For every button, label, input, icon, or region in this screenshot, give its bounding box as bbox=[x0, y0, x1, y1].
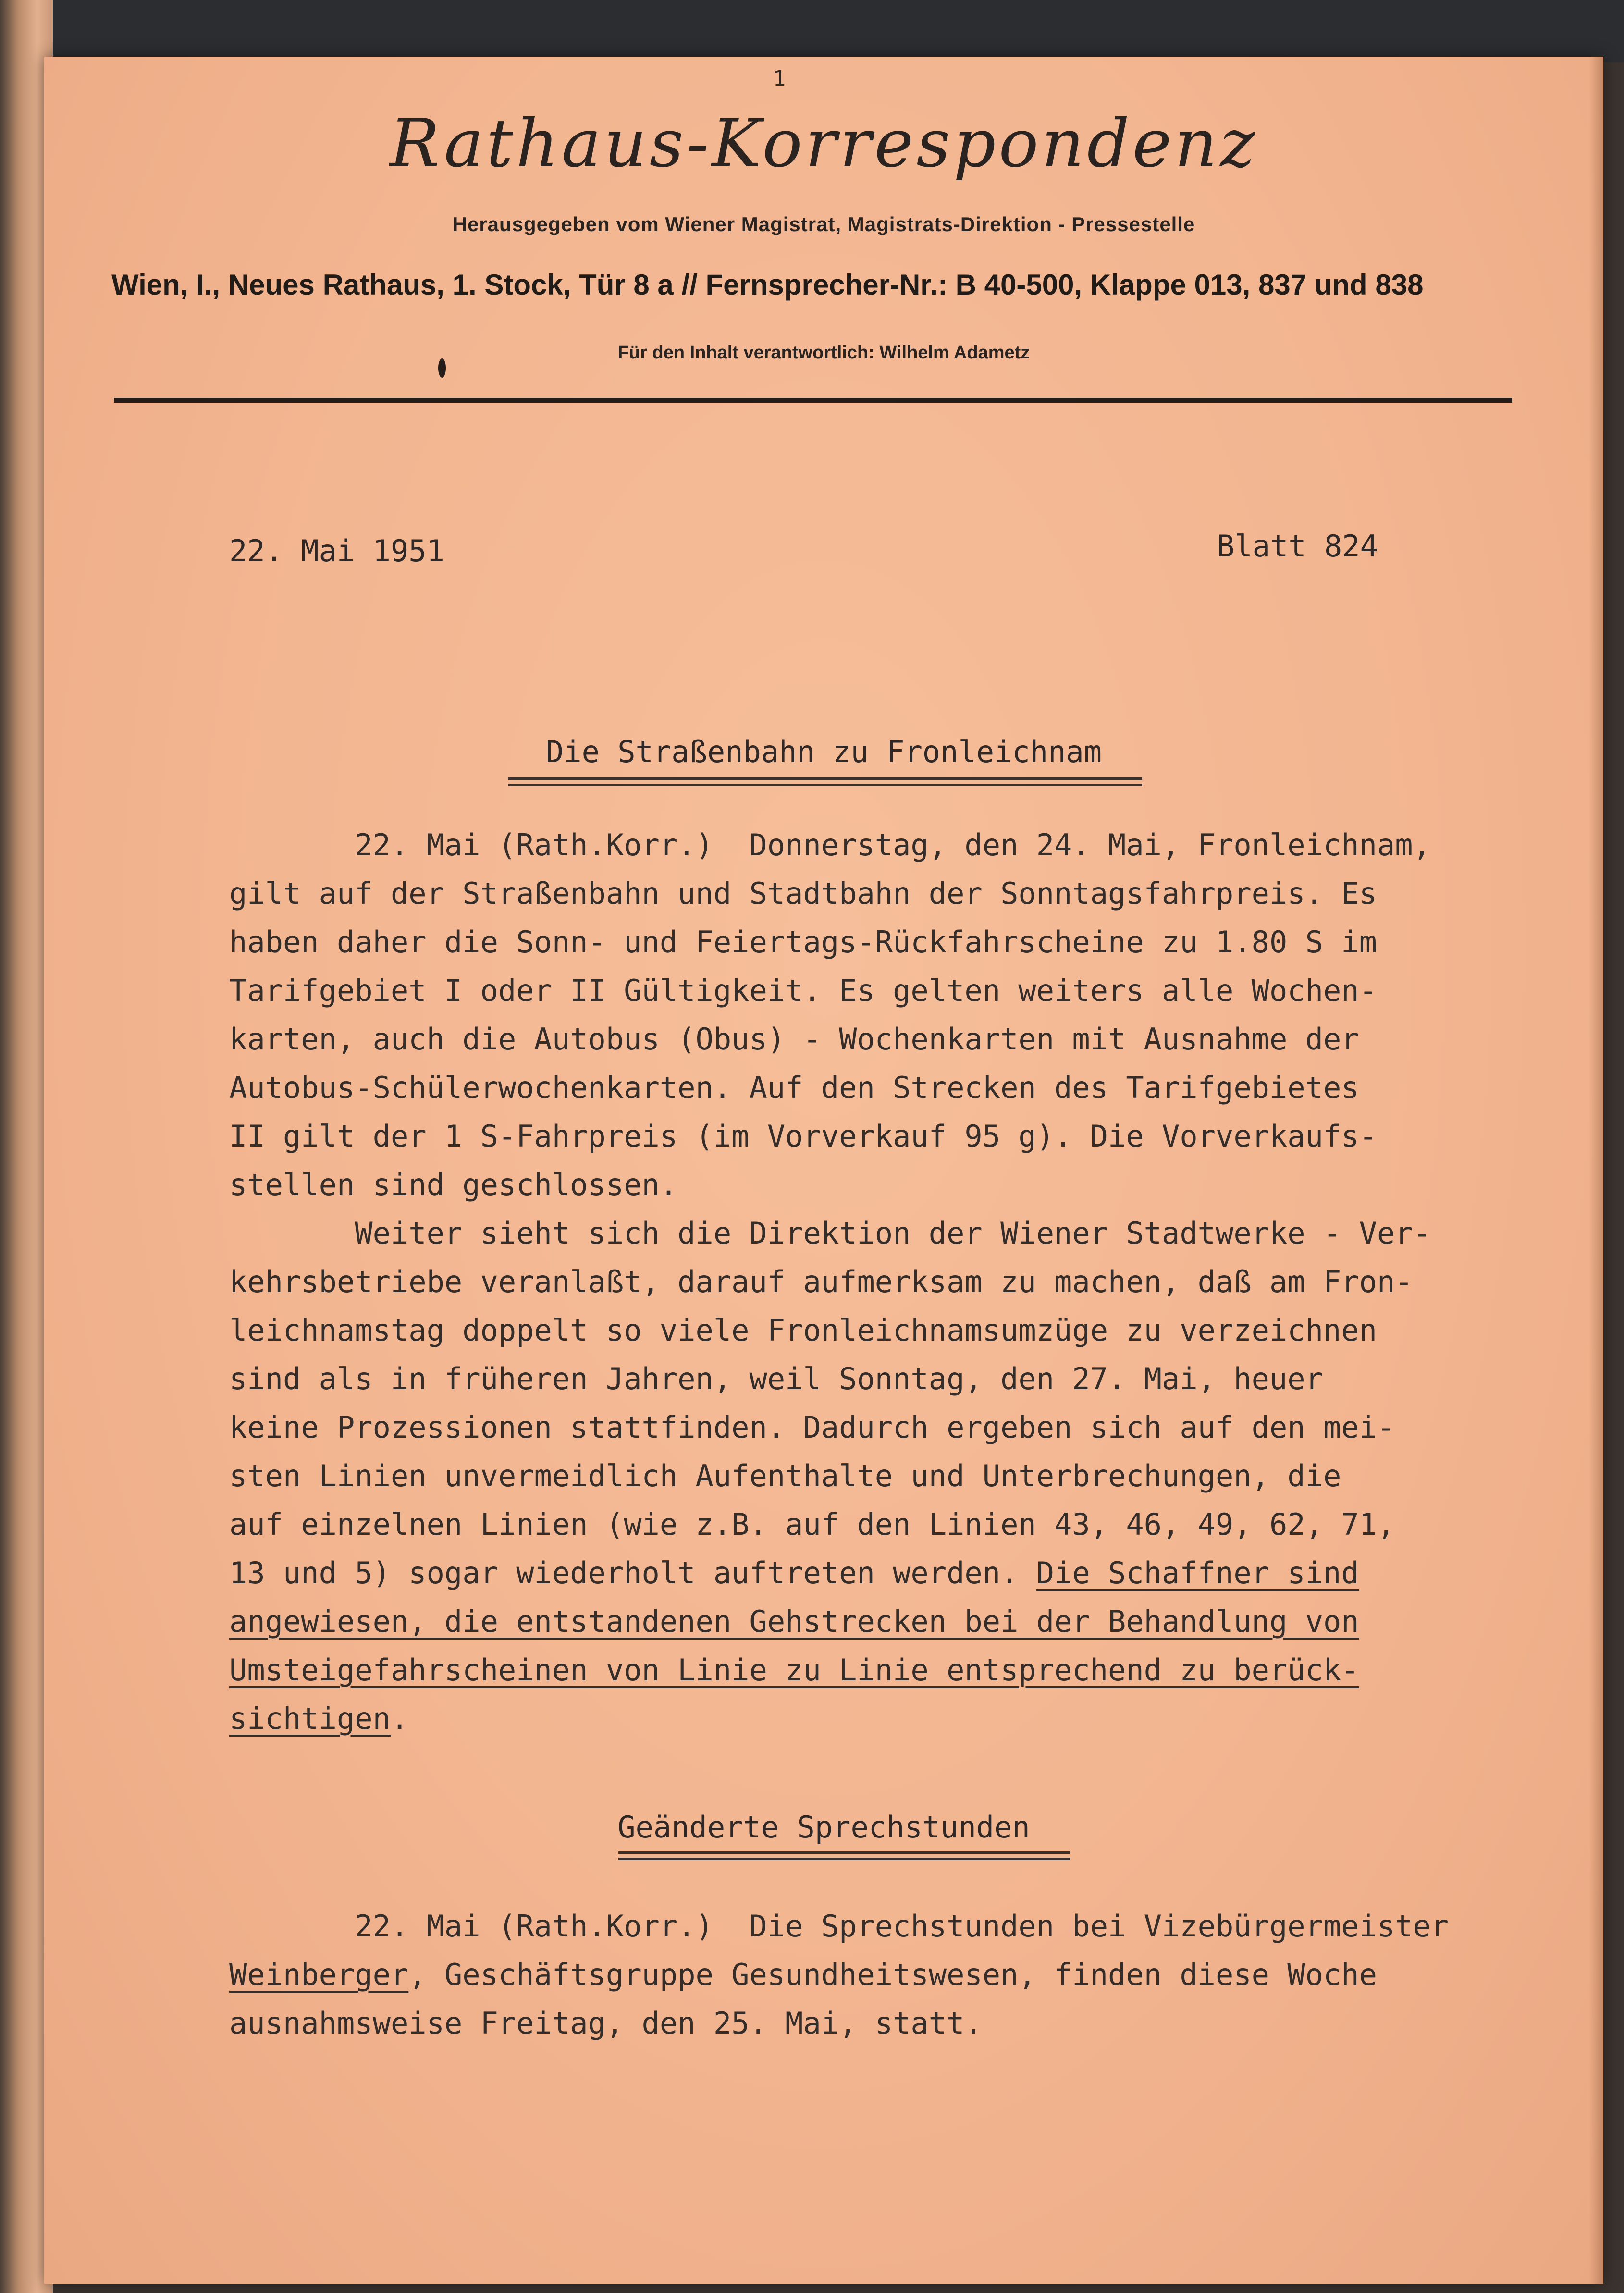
scan-background bbox=[0, 0, 1624, 62]
body-line: Tarifgebiet I oder II Gültigkeit. Es gelten weiters alle Wochen- bbox=[229, 973, 1377, 1008]
body-line: Weiter sieht sich die Direktion der Wiener Stadtwerke - Ver- bbox=[229, 1216, 1431, 1251]
body-line: 22. Mai (Rath.Korr.) Donnerstag, den 24. Mai, Fronleichnam, bbox=[229, 827, 1431, 863]
body-text: . bbox=[390, 1701, 409, 1736]
underlined-text: sichtigen bbox=[229, 1701, 391, 1736]
body-line: sind als in früheren Jahren, weil Sonntag, den 27. Mai, heuer bbox=[229, 1361, 1323, 1396]
body-line: kehrsbetriebe veranlaßt, darauf aufmerksam zu machen, daß am Fron- bbox=[229, 1264, 1413, 1299]
body-text: 13 und 5) sogar wiederholt auftreten werden. bbox=[229, 1555, 1036, 1590]
masthead-title: Rathaus-Korrespondenz bbox=[389, 105, 1258, 182]
document-page bbox=[44, 57, 1603, 2284]
body-line: II gilt der 1 S-Fahrpreis (im Vorverkauf 95 g). Die Vorverkaufs- bbox=[229, 1119, 1377, 1154]
page-number: 1 bbox=[773, 66, 786, 91]
sheet-number: Blatt 824 bbox=[1217, 529, 1378, 564]
body-line bbox=[229, 1549, 1431, 1597]
article-body-office-hours bbox=[229, 1902, 1449, 2047]
masthead-rule bbox=[114, 398, 1512, 403]
underlined-line: Umsteigefahrscheinen von Linie zu Linie entsprechend zu berück- bbox=[229, 1652, 1359, 1688]
body-line: Autobus-Schülerwochenkarten. Auf den Strecken des Tarifgebietes bbox=[229, 1070, 1359, 1105]
body-line: karten, auch die Autobus (Obus) - Wochenkarten mit Ausnahme der bbox=[229, 1022, 1359, 1057]
page-edge-shadow bbox=[1589, 57, 1603, 2284]
masthead-subtitle: Herausgegeben vom Wiener Magistrat, Magistrats-Direktion - Pressestelle bbox=[452, 213, 1195, 235]
body-line bbox=[229, 1950, 1449, 1999]
body-line: stellen sind geschlossen. bbox=[229, 1167, 678, 1202]
body-line: auf einzelnen Linien (wie z.B. auf den Linien 43, 46, 49, 62, 71, bbox=[229, 1507, 1395, 1542]
body-line: gilt auf der Straßenbahn und Stadtbahn der Sonntagsfahrpreis. Es bbox=[229, 876, 1377, 911]
body-line: leichnamstag doppelt so viele Fronleichnamsumzüge zu verzeichnen bbox=[229, 1313, 1377, 1348]
heading-double-rule bbox=[508, 777, 1142, 786]
body-line: keine Prozessionen stattfinden. Dadurch ergeben sich auf den mei- bbox=[229, 1410, 1395, 1445]
body-line: sten Linien unvermeidlich Aufenthalte und Unterbrechungen, die bbox=[229, 1458, 1341, 1493]
masthead-responsible: Für den Inhalt verantwortlich: Wilhelm Adametz bbox=[617, 343, 1030, 363]
masthead-address: Wien, I., Neues Rathaus, 1. Stock, Tür 8 a // Fernsprecher-Nr.: B 40-500, Klappe 013, 837 und 838 bbox=[111, 269, 1424, 301]
body-line bbox=[229, 1694, 1431, 1743]
underlined-line: angewiesen, die entstandenen Gehstrecken bei der Behandlung von bbox=[229, 1604, 1359, 1639]
article-body-streetcar bbox=[229, 821, 1431, 1743]
article-heading-streetcar: Die Straßenbahn zu Fronleichnam bbox=[545, 734, 1102, 769]
underlined-text: Die Schaffner sind bbox=[1036, 1555, 1359, 1590]
issue-date: 22. Mai 1951 bbox=[229, 533, 444, 568]
body-line: 22. Mai (Rath.Korr.) Die Sprechstunden bei Vizebürgermeister bbox=[229, 1909, 1449, 1944]
heading-double-rule bbox=[618, 1851, 1070, 1860]
body-text: , Geschäftsgruppe Gesundheitswesen, finden diese Woche bbox=[408, 1957, 1377, 1992]
person-name: Weinberger bbox=[229, 1957, 409, 1992]
body-line: haben daher die Sonn- und Feiertags-Rückfahrscheine zu 1.80 S im bbox=[229, 925, 1377, 960]
article-heading-office-hours: Geänderte Sprechstunden bbox=[617, 1810, 1030, 1845]
body-line: ausnahmsweise Freitag, den 25. Mai, statt. bbox=[229, 2006, 983, 2041]
